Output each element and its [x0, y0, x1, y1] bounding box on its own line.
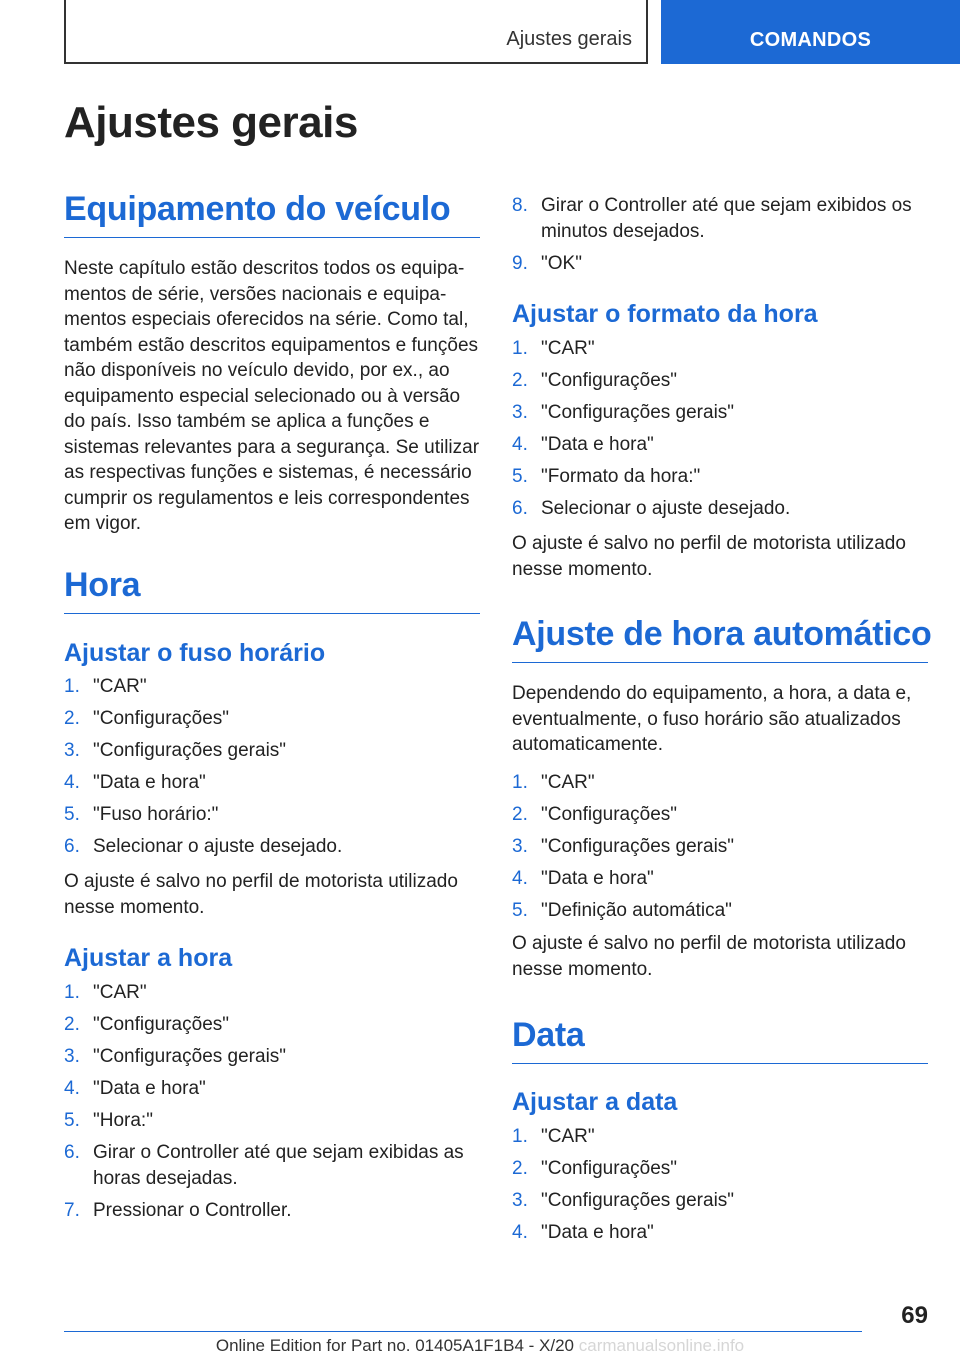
step-item	[64, 1140, 480, 1191]
step-item	[64, 1198, 480, 1224]
heading-data: Data	[512, 1016, 928, 1064]
note-fuso-horario: O ajuste é salvo no perfil de motorista utilizado nesse momento.	[64, 871, 458, 918]
steps-fuso-horario	[64, 674, 480, 866]
step-number: 3.	[512, 402, 528, 423]
step-number: 4.	[512, 868, 528, 889]
step-number: 5.	[512, 900, 528, 921]
page-title: Ajustes gerais	[64, 98, 358, 147]
step-text: Selecionar o ajuste desejado.	[541, 498, 791, 519]
step-text: Girar o Controller até que sejam exibidos os minutos desejados.	[541, 195, 912, 242]
step-item	[512, 368, 928, 394]
step-text: "Configurações"	[541, 370, 678, 391]
step-text: Pressionar o Controller.	[93, 1199, 292, 1221]
step-number: 3.	[64, 1046, 80, 1067]
step-item	[64, 1108, 480, 1134]
step-item	[512, 770, 928, 796]
step-text: "Configurações"	[541, 804, 678, 825]
step-item	[512, 1188, 928, 1214]
step-text: Girar o Controller até que sejam exibidas as horas desejadas.	[93, 1142, 464, 1189]
step-number: 4.	[512, 434, 528, 455]
step-number: 6.	[64, 836, 80, 857]
step-text: "Formato da hora:"	[541, 466, 701, 487]
step-number: 1.	[512, 1126, 528, 1147]
heading-hora: Hora	[64, 566, 480, 614]
step-item	[512, 834, 928, 860]
running-header	[64, 0, 648, 64]
step-number: 6.	[64, 1142, 80, 1163]
step-text: "Data e hora"	[93, 772, 206, 793]
step-text: Selecionar o ajuste desejado.	[93, 836, 343, 857]
page-number: 69	[901, 1302, 928, 1329]
step-item	[64, 770, 480, 796]
watermark-text: carmanualsonline.info	[578, 1336, 745, 1355]
step-text: "Configurações gerais"	[93, 740, 287, 761]
step-text: "Configurações gerais"	[541, 402, 735, 423]
step-text: "Data e hora"	[541, 1222, 654, 1243]
step-item	[512, 1156, 928, 1182]
header-section-title: Ajustes gerais	[506, 28, 632, 50]
step-item	[512, 898, 928, 924]
step-number: 4.	[64, 772, 80, 793]
step-item	[64, 1012, 480, 1038]
step-number: 1.	[64, 982, 80, 1003]
step-item	[512, 251, 928, 277]
step-number: 5.	[64, 1110, 80, 1131]
steps-ajustar-hora	[64, 980, 480, 1230]
step-item	[512, 496, 928, 522]
step-text: "Configurações"	[93, 1014, 230, 1035]
step-number: 1.	[512, 772, 528, 793]
heading-hora-automatico: Ajuste de hora automático	[512, 615, 928, 663]
step-number: 5.	[512, 466, 528, 487]
footer-edition	[0, 1336, 960, 1356]
step-item	[512, 193, 928, 244]
step-text: "CAR"	[541, 338, 595, 359]
step-text: "Data e hora"	[541, 868, 654, 889]
step-item	[512, 1124, 928, 1150]
chapter-tab: COMANDOS	[661, 0, 960, 64]
steps-ajustar-data	[512, 1124, 928, 1252]
step-item	[64, 738, 480, 764]
step-text: "Data e hora"	[541, 434, 654, 455]
step-item	[64, 706, 480, 732]
step-text: "CAR"	[541, 772, 595, 793]
step-text: "Data e hora"	[93, 1078, 206, 1099]
step-item	[64, 1076, 480, 1102]
edition-text: Online Edition for Part no. 01405A1F1B4 - X/20	[215, 1336, 575, 1355]
step-text: "Definição automática"	[541, 900, 732, 921]
heading-formato-hora: Ajustar o formato da hora	[512, 300, 818, 328]
step-text: "Configurações gerais"	[541, 1190, 735, 1211]
automatico-intro: Dependendo do equipamento, a hora, a data e, eventualmente, o fuso horário são atualizados automaticamente.	[512, 683, 912, 755]
step-item	[512, 400, 928, 426]
step-text: "Configurações"	[93, 708, 230, 729]
step-number: 2.	[64, 1014, 80, 1035]
step-number: 2.	[64, 708, 80, 729]
step-text: "OK"	[541, 252, 582, 274]
step-number: 5.	[64, 804, 80, 825]
step-number: 9.	[512, 252, 528, 274]
step-text: "CAR"	[93, 676, 147, 697]
note-hora-automatico: O ajuste é salvo no perfil de motorista utilizado nesse momento.	[512, 933, 906, 980]
step-number: 3.	[512, 1190, 528, 1211]
steps-formato-hora	[512, 336, 928, 528]
steps-ajustar-hora-cont	[512, 193, 928, 283]
step-text: "Configurações gerais"	[93, 1046, 287, 1067]
step-item	[512, 802, 928, 828]
step-item	[64, 980, 480, 1006]
step-number: 1.	[512, 338, 528, 359]
step-number: 3.	[512, 836, 528, 857]
step-number: 7.	[64, 1199, 80, 1221]
step-text: "CAR"	[93, 982, 147, 1003]
step-number: 4.	[512, 1222, 528, 1243]
steps-hora-automatico	[512, 770, 928, 930]
step-item	[512, 464, 928, 490]
equipamento-text: Neste capítulo estão descritos todos os equipamentos de série, versões nacionais e equipamentos especiais oferecidos na série. Como tal, também estão descritos equipamentos e funções não disponíveis no veículo devido, por ex., ao equipamento especial selecionado ou à versão do país. Isso também se aplica a funções e sistemas relevantes para a segurança. Se utilizar as respectivas funções e sistemas, é necessário cumprir os regulamentos e leis correspondentes em vigor.	[64, 258, 480, 534]
step-item	[64, 1044, 480, 1070]
step-number: 4.	[64, 1078, 80, 1099]
heading-fuso-horario: Ajustar o fuso horário	[64, 639, 326, 667]
step-item	[512, 1220, 928, 1246]
step-item	[512, 432, 928, 458]
step-text: "Fuso horário:"	[93, 804, 219, 825]
step-item	[512, 336, 928, 362]
step-text: "CAR"	[541, 1126, 595, 1147]
note-formato-hora: O ajuste é salvo no perfil de motorista utilizado nesse momento.	[512, 533, 906, 580]
step-number: 1.	[64, 676, 80, 697]
step-number: 2.	[512, 1158, 528, 1179]
step-text: "Configurações"	[541, 1158, 678, 1179]
step-item	[64, 674, 480, 700]
heading-ajustar-hora: Ajustar a hora	[64, 944, 233, 972]
heading-equipamento: Equipamento do veículo	[64, 190, 480, 238]
step-item	[64, 834, 480, 860]
step-number: 2.	[512, 370, 528, 391]
step-item	[64, 802, 480, 828]
step-number: 2.	[512, 804, 528, 825]
heading-ajustar-data: Ajustar a data	[512, 1088, 678, 1116]
step-text: "Configurações gerais"	[541, 836, 735, 857]
step-number: 6.	[512, 498, 528, 519]
step-number: 8.	[512, 195, 528, 216]
step-text: "Hora:"	[93, 1110, 153, 1131]
step-item	[512, 866, 928, 892]
step-number: 3.	[64, 740, 80, 761]
footer-rule	[64, 1331, 862, 1332]
